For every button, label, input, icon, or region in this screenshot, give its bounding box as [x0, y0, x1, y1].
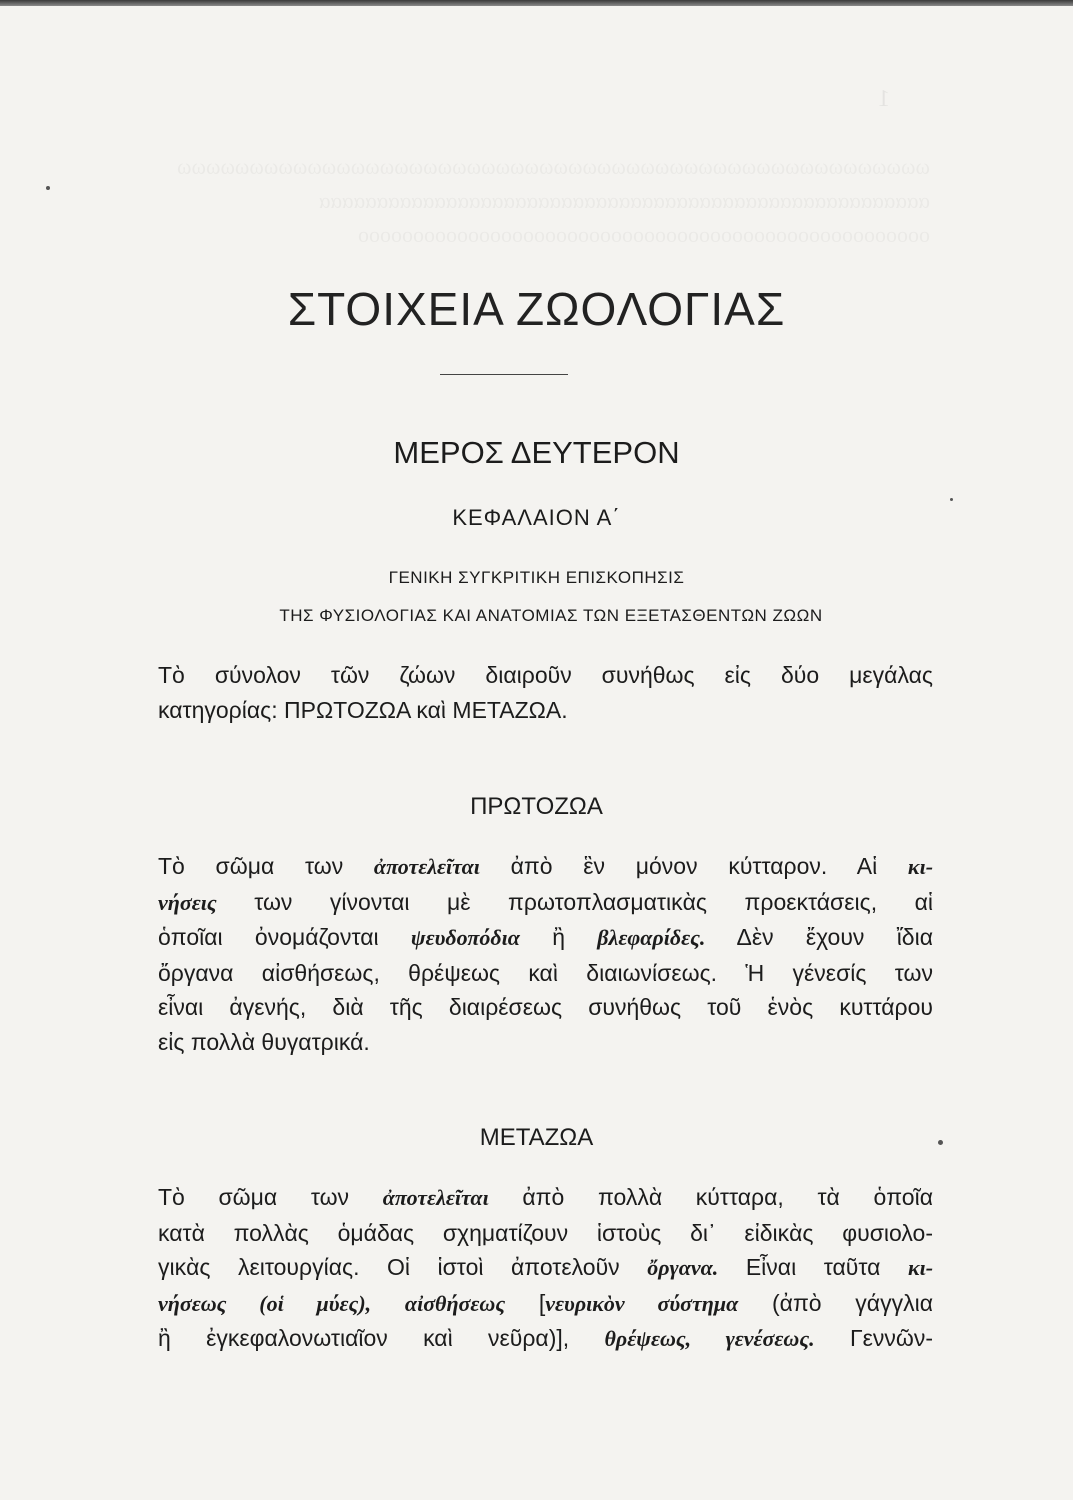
emphasis-term: ψευδοπόδια	[410, 925, 520, 950]
text-run: Τὸ σῶμα των	[158, 1184, 350, 1210]
text-run: Εἶναι ταῦτα	[745, 1254, 881, 1280]
emphasis-term: ἀποτελεῖται	[373, 854, 480, 879]
book-title: ΣΤΟΙΧΕΙΑ ΖΩΟΛΟΓΙΑΣ	[287, 283, 786, 335]
text-line	[158, 1250, 933, 1286]
text-line: ὄργανα αἰσθήσεως, θρέψεως καὶ διαιωνίσεως. Ἡ γένεσίς των	[158, 959, 933, 986]
text-line	[158, 1180, 933, 1216]
text-run: ἀπὸ ἓν μόνον κύτταρον. Αἱ	[510, 853, 878, 879]
text-run: των γίνονται μὲ πρωτοπλασματικὰς προεκτάσεις, αἱ	[254, 888, 934, 915]
emphasis-term: ὄργανα.	[647, 1255, 719, 1280]
text-run: Γεννῶν-	[849, 1325, 934, 1351]
emphasis-term: κι-	[907, 1255, 934, 1280]
emphasis-term: θρέψεως, γενέσεως.	[604, 1326, 815, 1351]
metazoa-paragraph	[158, 1180, 933, 1357]
emphasis-term: νευρικὸν σύστημα	[545, 1290, 739, 1316]
text-line	[158, 1286, 933, 1322]
emphasis-term: νήσεως (οἱ μύες),	[158, 1290, 372, 1316]
text-line: εἶναι ἀγενής, διὰ τῆς διαιρέσεως συνήθως τοῦ ἑνὸς κυττάρου	[158, 994, 933, 1020]
emphasis-term: ἀποτελεῖται	[382, 1185, 489, 1210]
text-line	[158, 885, 933, 921]
text-run: (ἀπὸ γάγγλια	[771, 1289, 934, 1316]
chapter-subtitle-line-1: ΓΕΝΙΚΗ ΣΥΓΚΡΙΤΙΚΗ ΕΠΙΣΚΟΠΗΣΙΣ	[388, 568, 685, 587]
intro-paragraph	[158, 658, 933, 727]
text-run: ἢ	[552, 924, 565, 950]
part-heading: ΜΕΡΟΣ ΔΕΥΤΕΡΟΝ	[393, 435, 680, 470]
text-run: ἀπὸ πολλὰ κύτταρα, τὰ ὁποῖα	[522, 1184, 934, 1210]
show-through-text	[110, 150, 930, 184]
text-line	[158, 1321, 933, 1357]
show-through-text	[110, 218, 930, 252]
protozoa-paragraph	[158, 849, 933, 1059]
paper-speck	[950, 498, 953, 501]
text-line	[158, 920, 933, 956]
protozoa-heading: ΠΡΩΤΟΖΩΑ	[470, 793, 603, 820]
text-run: Δὲν ἔχουν ἴδια	[736, 924, 934, 950]
chapter-heading: ΚΕΦΑΛΑΙΟΝ Α΄	[452, 505, 621, 530]
text-run: [	[538, 1289, 546, 1316]
text-run: ὁποῖαι ὀνομάζονται	[158, 924, 379, 950]
text-line	[158, 849, 933, 885]
show-through-page-number: 1	[878, 86, 890, 112]
text-run: ἢ ἐγκεφαλονωτιαῖον καὶ νεῦρα)],	[158, 1325, 570, 1351]
text-run: γικὰς λειτουργίας. Οἱ ἱστοὶ ἀποτελοῦν	[158, 1254, 620, 1280]
text-run: Τὸ σῶμα των	[158, 853, 344, 879]
text-line: εἰς πολλὰ θυγατρικά.	[158, 1028, 370, 1055]
show-through-text	[110, 184, 930, 218]
metazoa-heading: ΜΕΤΑΖΩΑ	[479, 1124, 594, 1151]
emphasis-term: αἰσθήσεως	[404, 1290, 506, 1316]
text-line: Τὸ σύνολον τῶν ζώων διαιροῦν συνήθως εἰς δύο μεγάλας	[158, 662, 933, 688]
text-line: κατηγορίας: ΠΡΩΤΟΖΩΑ καὶ ΜΕΤΑΖΩΑ.	[158, 696, 568, 723]
emphasis-term: νήσεις	[158, 889, 217, 915]
emphasis-term: βλεφαρίδες.	[597, 925, 706, 950]
title-rule	[440, 374, 568, 375]
chapter-subtitle-line-2: ΤΗΣ ΦΥΣΙΟΛΟΓΙΑΣ ΚΑΙ ΑΝΑΤΟΜΙΑΣ ΤΩΝ ΕΞΕΤΑΣΘΕΝΤΩΝ ΖΩΩΝ	[279, 606, 823, 625]
paper-speck	[46, 186, 50, 190]
emphasis-term: κι-	[907, 854, 934, 879]
text-line: κατὰ πολλὰς ὁμάδας σχηματίζουν ἱστοὺς δι᾽ εἰδικὰς φυσιολο-	[158, 1219, 933, 1246]
